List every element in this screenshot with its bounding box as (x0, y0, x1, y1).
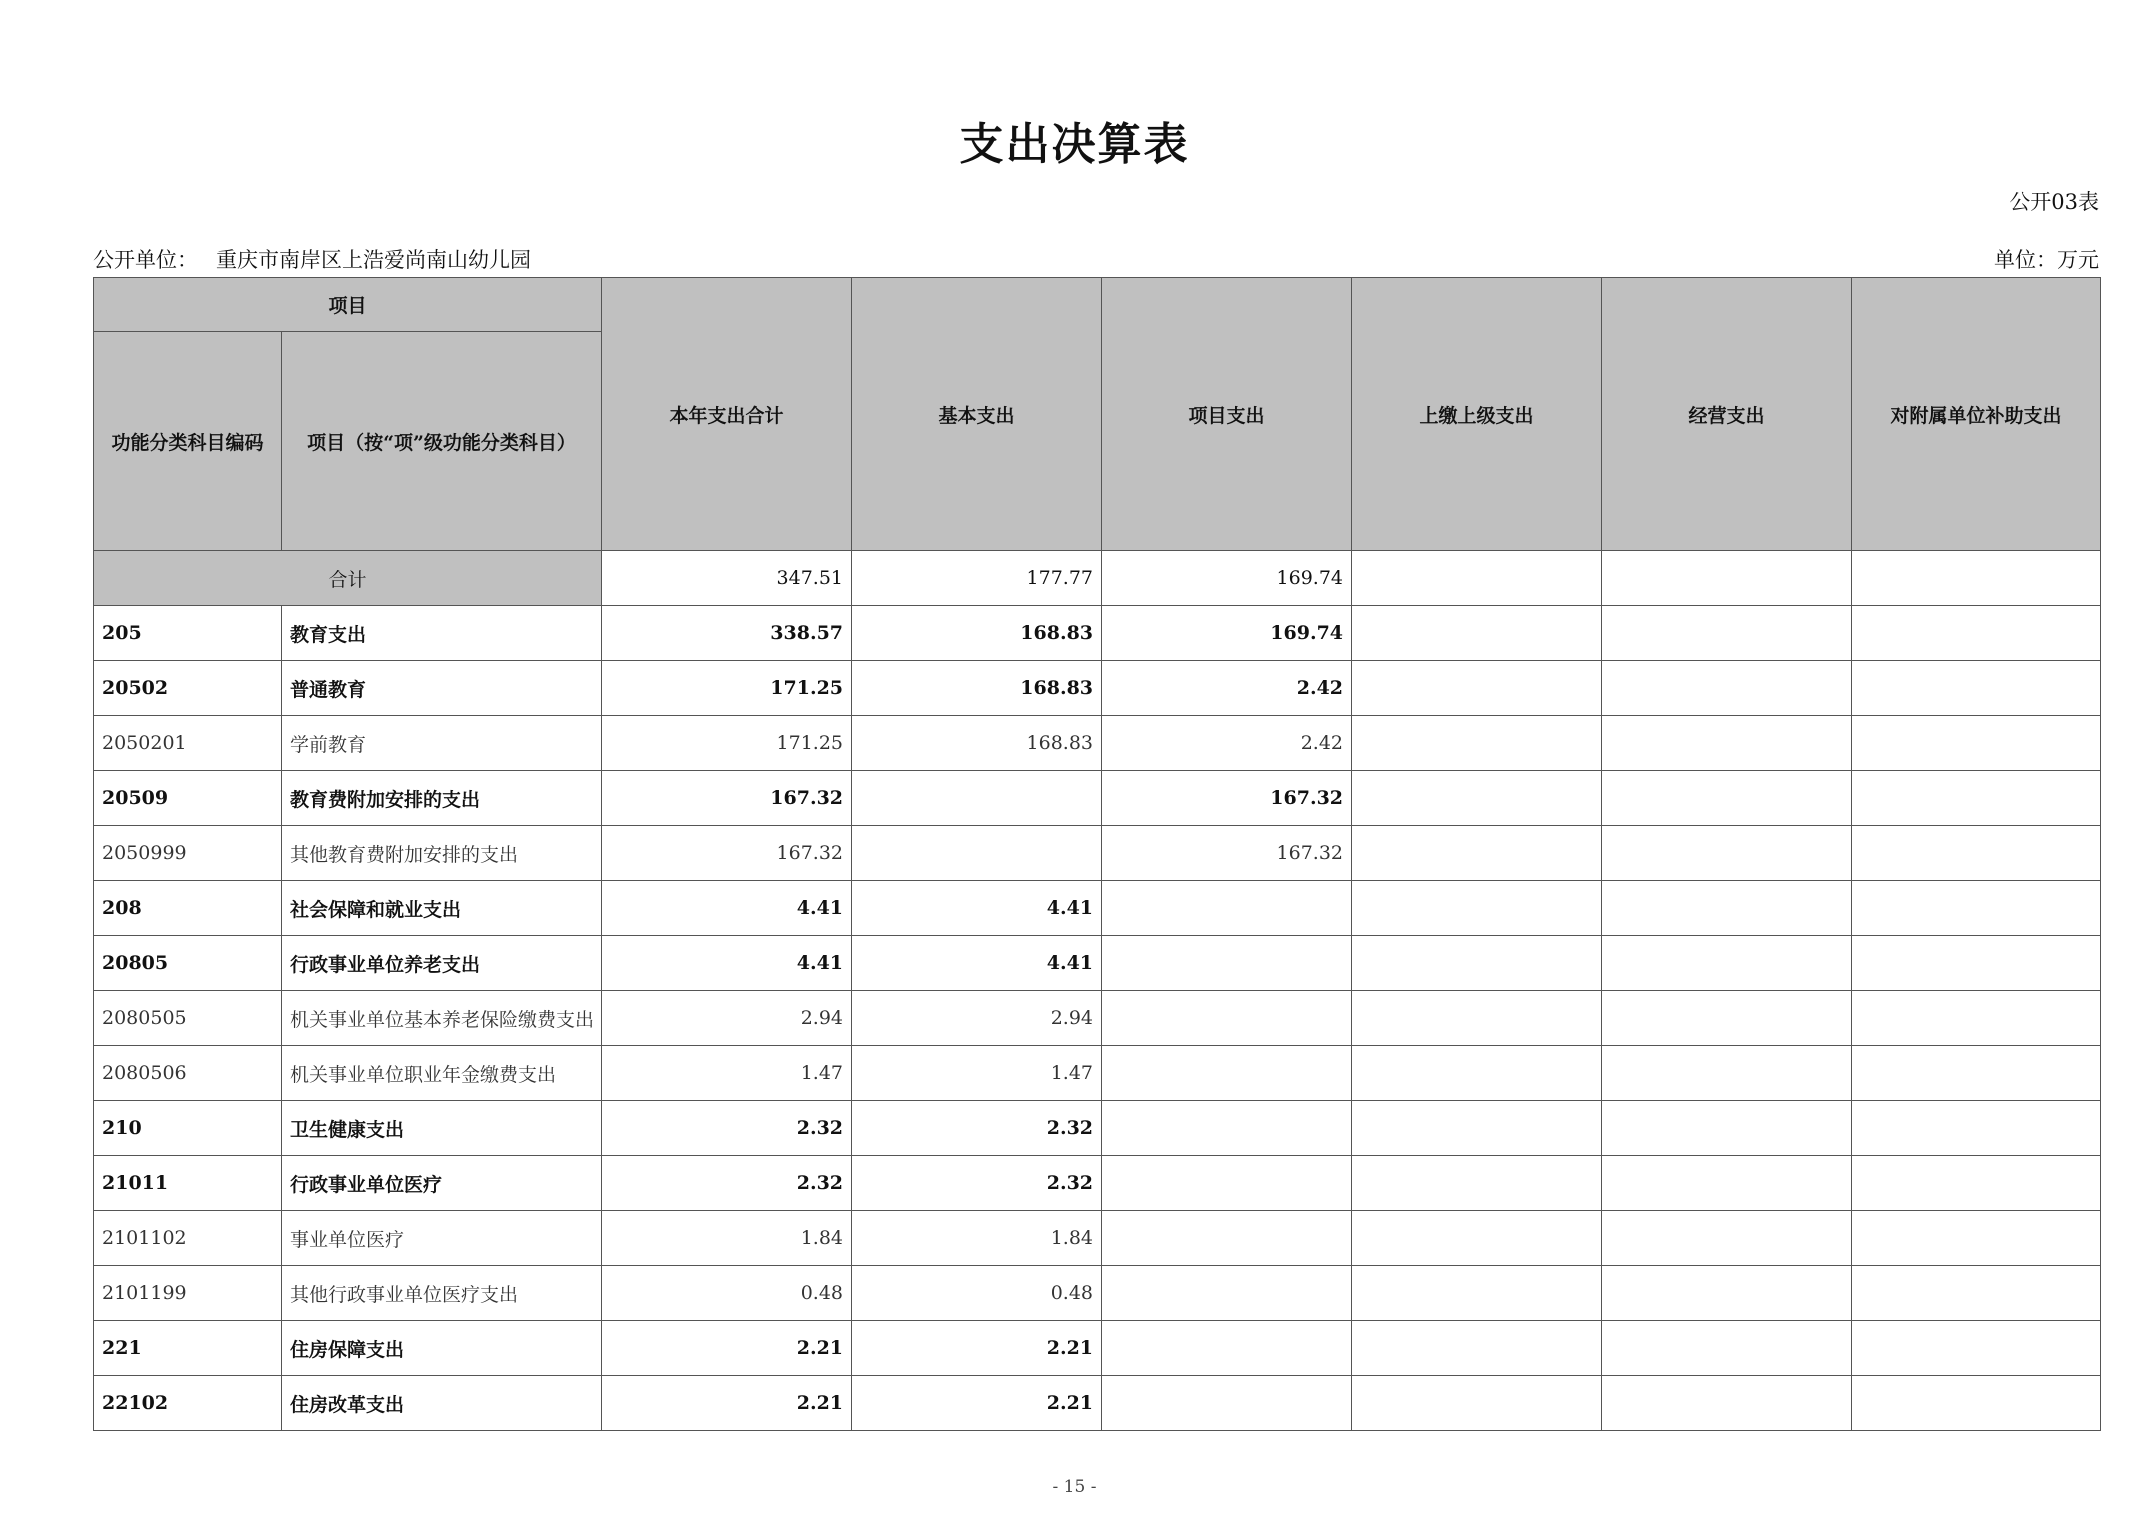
row-business-cell (1602, 771, 1852, 826)
total-upper-cell (1352, 551, 1602, 606)
row-project-cell (1102, 1376, 1352, 1431)
row-basic-cell: 2.21 (852, 1376, 1102, 1431)
row-business-cell (1602, 1101, 1852, 1156)
row-basic-cell: 1.84 (852, 1211, 1102, 1266)
row-project-cell: 2.42 (1102, 716, 1352, 771)
row-subsidy-cell (1852, 1046, 2101, 1101)
row-subsidy-cell (1852, 1101, 2101, 1156)
row-code-cell: 2080506 (94, 1046, 282, 1101)
row-project-cell (1102, 1046, 1352, 1101)
row-basic-cell: 168.83 (852, 716, 1102, 771)
table-row (94, 1101, 2101, 1156)
row-code-cell: 22102 (94, 1376, 282, 1431)
row-basic-cell (852, 771, 1102, 826)
row-business-cell (1602, 1266, 1852, 1321)
table-row (94, 1266, 2101, 1321)
table-row (94, 1156, 2101, 1211)
header-project: 项目 (94, 278, 602, 332)
row-code-cell: 210 (94, 1101, 282, 1156)
row-subsidy-cell (1852, 1266, 2101, 1321)
row-subsidy-cell (1852, 1321, 2101, 1376)
row-total-cell: 2.32 (602, 1156, 852, 1211)
header-project-expenditure: 项目支出 (1102, 278, 1352, 551)
header-code: 功能分类科目编码 (94, 332, 282, 551)
table-row (94, 991, 2101, 1046)
row-business-cell (1602, 1321, 1852, 1376)
row-subsidy-cell (1852, 936, 2101, 991)
row-basic-cell: 4.41 (852, 881, 1102, 936)
row-subsidy-cell (1852, 661, 2101, 716)
row-code-cell: 2101102 (94, 1211, 282, 1266)
row-upper-cell (1352, 1101, 1602, 1156)
row-name-cell: 住房改革支出 (282, 1376, 602, 1431)
table-row (94, 771, 2101, 826)
header-upper: 上缴上级支出 (1352, 278, 1602, 551)
table-row (94, 661, 2101, 716)
row-upper-cell (1352, 1211, 1602, 1266)
row-total-cell: 2.94 (602, 991, 852, 1046)
row-code-cell: 20805 (94, 936, 282, 991)
expenditure-table (93, 277, 2101, 1431)
row-business-cell (1602, 606, 1852, 661)
table-row (94, 936, 2101, 991)
table-row (94, 1376, 2101, 1431)
row-total-cell: 2.32 (602, 1101, 852, 1156)
row-code-cell: 20502 (94, 661, 282, 716)
total-basic-cell: 177.77 (852, 551, 1102, 606)
row-business-cell (1602, 1156, 1852, 1211)
row-project-cell (1102, 1266, 1352, 1321)
table-row (94, 826, 2101, 881)
row-business-cell (1602, 1046, 1852, 1101)
row-basic-cell: 4.41 (852, 936, 1102, 991)
table-row (94, 1046, 2101, 1101)
row-name-cell: 机关事业单位职业年金缴费支出 (282, 1046, 602, 1101)
row-subsidy-cell (1852, 716, 2101, 771)
row-total-cell: 4.41 (602, 936, 852, 991)
row-project-cell (1102, 936, 1352, 991)
row-total-cell: 2.21 (602, 1376, 852, 1431)
row-business-cell (1602, 716, 1852, 771)
row-basic-cell: 168.83 (852, 661, 1102, 716)
header-row-top (94, 278, 2101, 332)
row-basic-cell (852, 826, 1102, 881)
total-row (94, 551, 2101, 606)
row-name-cell: 行政事业单位养老支出 (282, 936, 602, 991)
page-number: - 15 - (1052, 1477, 1097, 1497)
row-total-cell: 0.48 (602, 1266, 852, 1321)
row-name-cell: 普通教育 (282, 661, 602, 716)
row-code-cell: 205 (94, 606, 282, 661)
row-subsidy-cell (1852, 881, 2101, 936)
row-upper-cell (1352, 1046, 1602, 1101)
row-project-cell: 167.32 (1102, 771, 1352, 826)
row-basic-cell: 2.32 (852, 1101, 1102, 1156)
row-business-cell (1602, 991, 1852, 1046)
row-name-cell: 行政事业单位医疗 (282, 1156, 602, 1211)
row-project-cell (1102, 991, 1352, 1046)
row-upper-cell (1352, 661, 1602, 716)
row-subsidy-cell (1852, 1211, 2101, 1266)
row-name-cell: 社会保障和就业支出 (282, 881, 602, 936)
row-name-cell: 其他行政事业单位医疗支出 (282, 1266, 602, 1321)
total-business-cell (1602, 551, 1852, 606)
row-project-cell: 2.42 (1102, 661, 1352, 716)
row-name-cell: 教育费附加安排的支出 (282, 771, 602, 826)
row-code-cell: 2101199 (94, 1266, 282, 1321)
row-total-cell: 4.41 (602, 881, 852, 936)
total-label: 合计 (94, 551, 602, 606)
row-total-cell: 338.57 (602, 606, 852, 661)
row-name-cell: 卫生健康支出 (282, 1101, 602, 1156)
row-basic-cell: 2.32 (852, 1156, 1102, 1211)
row-business-cell (1602, 826, 1852, 881)
row-project-cell (1102, 1211, 1352, 1266)
row-business-cell (1602, 936, 1852, 991)
total-project-cell: 169.74 (1102, 551, 1352, 606)
row-basic-cell: 0.48 (852, 1266, 1102, 1321)
row-project-cell (1102, 1101, 1352, 1156)
row-upper-cell (1352, 606, 1602, 661)
row-total-cell: 167.32 (602, 826, 852, 881)
row-upper-cell (1352, 826, 1602, 881)
table-row (94, 716, 2101, 771)
row-basic-cell: 2.21 (852, 1321, 1102, 1376)
row-code-cell: 2080505 (94, 991, 282, 1046)
row-project-cell (1102, 1156, 1352, 1211)
header-name: 项目（按“项”级功能分类科目） (282, 332, 602, 551)
table-row (94, 606, 2101, 661)
row-business-cell (1602, 661, 1852, 716)
row-name-cell: 教育支出 (282, 606, 602, 661)
row-subsidy-cell (1852, 771, 2101, 826)
reporting-unit-prefix: 公开单位： (93, 248, 198, 272)
page-title: 支出决算表 (959, 119, 1190, 170)
row-upper-cell (1352, 1376, 1602, 1431)
row-subsidy-cell (1852, 1156, 2101, 1211)
row-upper-cell (1352, 1321, 1602, 1376)
row-total-cell: 171.25 (602, 716, 852, 771)
row-code-cell: 2050999 (94, 826, 282, 881)
reporting-unit (93, 244, 531, 274)
row-code-cell: 221 (94, 1321, 282, 1376)
row-basic-cell: 168.83 (852, 606, 1102, 661)
row-business-cell (1602, 1376, 1852, 1431)
row-total-cell: 2.21 (602, 1321, 852, 1376)
row-subsidy-cell (1852, 991, 2101, 1046)
row-code-cell: 21011 (94, 1156, 282, 1211)
currency-unit: 单位：万元 (1994, 248, 2099, 272)
row-name-cell: 学前教育 (282, 716, 602, 771)
row-total-cell: 1.84 (602, 1211, 852, 1266)
form-number: 公开03表 (2009, 190, 2099, 214)
total-subsidy-cell (1852, 551, 2101, 606)
header-business: 经营支出 (1602, 278, 1852, 551)
table-row (94, 1211, 2101, 1266)
row-name-cell: 住房保障支出 (282, 1321, 602, 1376)
header-basic: 基本支出 (852, 278, 1102, 551)
total-cell: 347.51 (602, 551, 852, 606)
row-project-cell: 167.32 (1102, 826, 1352, 881)
row-name-cell: 事业单位医疗 (282, 1211, 602, 1266)
row-code-cell: 20509 (94, 771, 282, 826)
row-name-cell: 其他教育费附加安排的支出 (282, 826, 602, 881)
row-total-cell: 1.47 (602, 1046, 852, 1101)
header-subsidy: 对附属单位补助支出 (1852, 278, 2101, 551)
row-project-cell: 169.74 (1102, 606, 1352, 661)
row-project-cell (1102, 881, 1352, 936)
row-business-cell (1602, 1211, 1852, 1266)
row-upper-cell (1352, 991, 1602, 1046)
row-code-cell: 2050201 (94, 716, 282, 771)
row-upper-cell (1352, 771, 1602, 826)
row-business-cell (1602, 881, 1852, 936)
table-row (94, 881, 2101, 936)
row-upper-cell (1352, 1266, 1602, 1321)
row-total-cell: 167.32 (602, 771, 852, 826)
reporting-unit-name: 重庆市南岸区上浩爱尚南山幼儿园 (216, 248, 531, 272)
row-subsidy-cell (1852, 826, 2101, 881)
row-upper-cell (1352, 1156, 1602, 1211)
table-row (94, 1321, 2101, 1376)
row-project-cell (1102, 1321, 1352, 1376)
row-upper-cell (1352, 936, 1602, 991)
header-total: 本年支出合计 (602, 278, 852, 551)
row-basic-cell: 1.47 (852, 1046, 1102, 1101)
row-total-cell: 171.25 (602, 661, 852, 716)
row-code-cell: 208 (94, 881, 282, 936)
row-upper-cell (1352, 881, 1602, 936)
row-subsidy-cell (1852, 1376, 2101, 1431)
row-upper-cell (1352, 716, 1602, 771)
row-subsidy-cell (1852, 606, 2101, 661)
row-name-cell: 机关事业单位基本养老保险缴费支出 (282, 991, 602, 1046)
row-basic-cell: 2.94 (852, 991, 1102, 1046)
